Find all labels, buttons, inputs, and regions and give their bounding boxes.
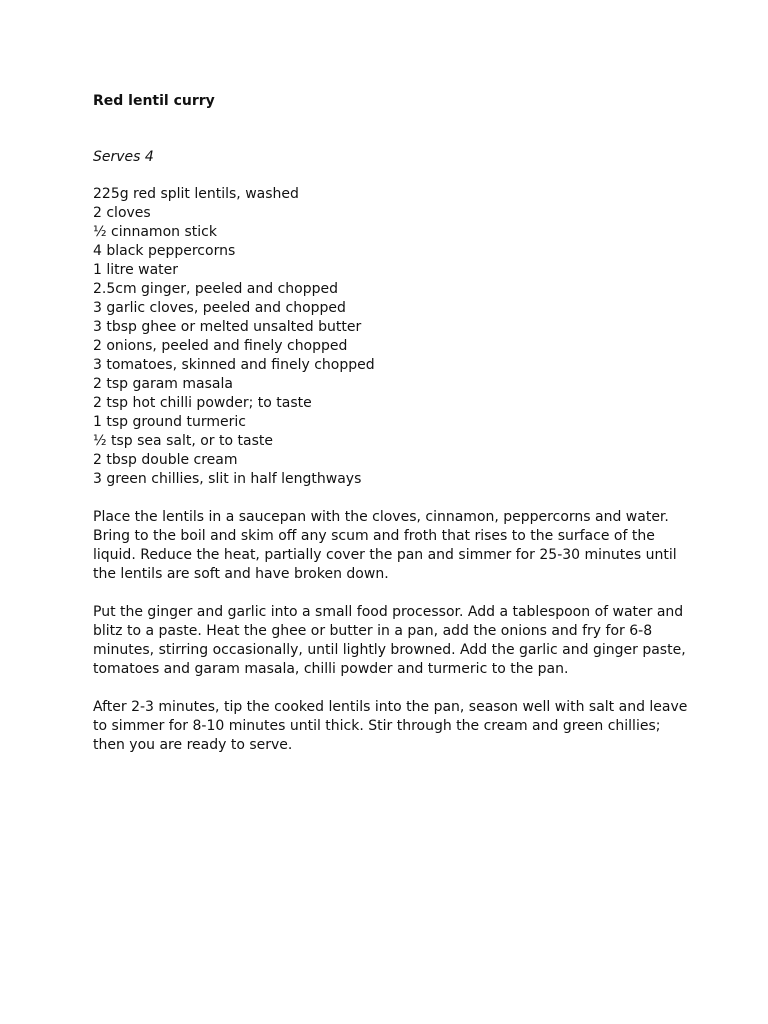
ingredient-item: 2 tsp garam masala xyxy=(93,376,233,392)
ingredient-item: 2 onions, peeled and finely chopped xyxy=(93,338,348,354)
ingredient-item: 2 tsp hot chilli powder; to taste xyxy=(93,395,312,411)
ingredient-item: 1 litre water xyxy=(93,262,179,278)
ingredient-item: ½ cinnamon stick xyxy=(93,224,217,240)
method-paragraph: After 2-3 minutes, tip the cooked lentils into the pan, season well with salt and leave to simmer for 8-10 minutes until thick. Stir through the cream and green chillies; then you are ready to serve. xyxy=(93,699,688,753)
ingredient-item: 4 black peppercorns xyxy=(93,243,236,259)
ingredient-item: 2 cloves xyxy=(93,205,151,221)
ingredient-item: ½ tsp sea salt, or to taste xyxy=(93,433,273,449)
recipe-content xyxy=(93,92,693,755)
method-paragraph: Put the ginger and garlic into a small food processor. Add a tablespoon of water and blitz to a paste. Heat the ghee or butter in a pan, add the onions and fry for 6-8 minutes, stirring occasionally, until lightly browned. Add the garlic and ginger paste, tomatoes and garam masala, chilli powder and turmeric to the pan. xyxy=(93,604,686,677)
ingredient-item: 3 tbsp ghee or melted unsalted butter xyxy=(93,319,362,335)
method-section xyxy=(93,508,693,755)
method-paragraph: Place the lentils in a saucepan with the cloves, cinnamon, peppercorns and water. Bring to the boil and skim off any scum and froth that rises to the surface of the liquid. Reduce the heat, partially cover the pan and simmer for 25-30 minutes until the lentils are soft and have broken down. xyxy=(93,509,677,582)
ingredient-item: 1 tsp ground turmeric xyxy=(93,414,246,430)
ingredient-item: 3 garlic cloves, peeled and chopped xyxy=(93,300,346,316)
ingredient-list xyxy=(93,185,693,489)
recipe-title: Red lentil curry xyxy=(93,93,215,109)
ingredient-item: 2.5cm ginger, peeled and chopped xyxy=(93,281,339,297)
ingredient-item: 3 green chillies, slit in half lengthways xyxy=(93,471,362,487)
ingredient-item: 2 tbsp double cream xyxy=(93,452,238,468)
ingredient-item: 225g red split lentils, washed xyxy=(93,186,299,202)
ingredient-item: 3 tomatoes, skinned and finely chopped xyxy=(93,357,375,373)
serves-line: Serves 4 xyxy=(93,149,154,165)
